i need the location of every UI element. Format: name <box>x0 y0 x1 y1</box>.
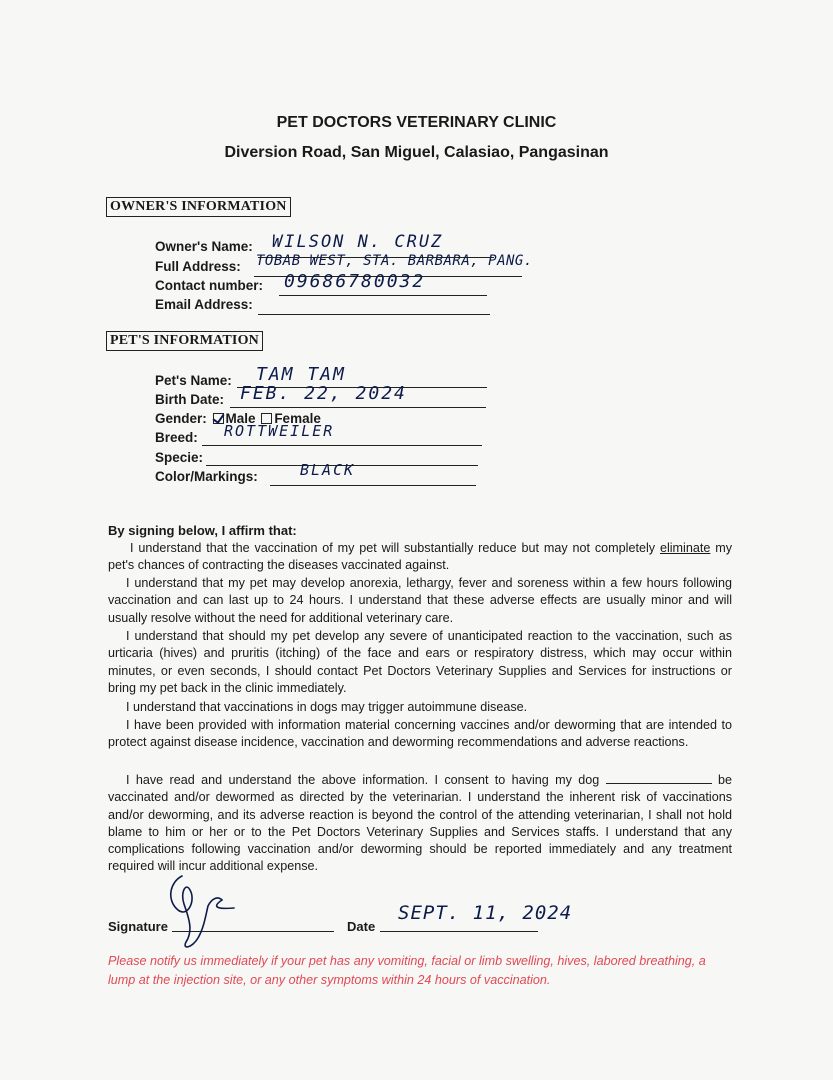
pet-specie-row <box>155 450 203 468</box>
affirmation-heading: By signing below, I affirm that: <box>108 523 297 538</box>
p1-underlined: eliminate <box>659 541 711 555</box>
owner-name-label: Owner's Name: <box>155 239 253 254</box>
pet-color-row <box>155 469 258 487</box>
pet-birth-row <box>155 392 224 410</box>
owner-section-title: OWNER'S INFORMATION <box>106 197 291 217</box>
pet-color-label: Color/Markings: <box>155 469 258 484</box>
pet-breed-row <box>155 430 198 448</box>
owner-contact-value: 09686780032 <box>284 271 426 292</box>
owner-address-value: TOBAB WEST, STA. BARBARA, PANG. <box>256 253 533 269</box>
clinic-name: PET DOCTORS VETERINARY CLINIC <box>276 114 557 131</box>
handwritten-signature-icon <box>160 870 240 956</box>
affirmation-paragraph-2: I understand that my pet may develop anorexia, lethargy, fever and soreness within a few hours following vaccination and can last up to 24 hours. I understand that these adverse effects are usually minor and will usually resolve without the need for additional veterinary care. <box>108 576 732 625</box>
signature-label: Signature <box>108 919 168 934</box>
pet-section-title: PET'S INFORMATION <box>106 331 263 351</box>
pet-birth-label: Birth Date: <box>155 392 225 407</box>
pet-name-value: TAM TAM <box>256 364 346 385</box>
pet-specie-label: Specie: <box>155 450 204 465</box>
dog-name-blank[interactable] <box>606 771 712 784</box>
owner-email-row <box>155 297 253 315</box>
pet-name-label: Pet's Name: <box>155 373 232 388</box>
p6-text-a: I have read and understand the above information. I consent to having my dog <box>126 773 600 787</box>
date-label: Date <box>347 919 376 934</box>
owner-contact-row <box>155 278 263 296</box>
post-vaccination-notice: Please notify us immediately if your pet has any vomiting, facial or limb swelling, hives, labored breathing, a lump at the injection site, or any other symptoms within 24 hours of vaccination. <box>108 954 706 987</box>
affirmation-paragraph-4: I understand that vaccinations in dogs may trigger autoimmune disease. <box>126 700 528 714</box>
owner-email-label: Email Address: <box>155 297 253 312</box>
gender-male-label: Male <box>225 411 256 426</box>
owner-name-value: WILSON N. CRUZ <box>272 232 444 252</box>
gender-female-label: Female <box>274 411 321 426</box>
p6-text-b: be vaccinated and/or dewormed as directed by the veterinarian. I understand the inherent risk of vaccinations and/or deworming, and its adverse reaction is beyond the control of the attending veterinarian, I shall not hold blame to him or her or to the Pet Doctors Veterinary Supplies and Services staffs. I understand that any complications following vaccination and/or deworming should be reported immediately and any treatment required will incur additional expense. <box>108 773 733 874</box>
affirmation-paragraph-5: I have been provided with information material concerning vaccines and/or deworming that are intended to protect against disease incidence, vaccination and deworming recommendations and adverse reactions. <box>108 718 732 750</box>
p1-text-a: I understand that the vaccination of my pet will substantially reduce but may not completely <box>130 541 656 555</box>
owner-name-row <box>155 239 253 257</box>
clinic-address: Diversion Road, San Miguel, Calasiao, Pangasinan <box>224 144 609 161</box>
owner-address-label: Full Address: <box>155 259 241 274</box>
pet-gender-label: Gender: <box>155 411 207 426</box>
affirmation-paragraph-3: I understand that should my pet develop any severe of unanticipated reaction to the vaccination, such as urticaria (hives) and pruritis (itching) of the face and ears or respiratory distress, which may occur within minutes, or even seconds, I should contact Pet Doctors Veterinary Supplies and Services for instructions or bring my pet back in the clinic immediately. <box>108 629 732 695</box>
pet-color-value: BLACK <box>300 461 356 479</box>
p1-text-b: my pet's chances of contracting the diseases vaccinated against. <box>108 541 733 573</box>
pet-breed-label: Breed: <box>155 430 198 445</box>
affirmation-paragraph-6 <box>108 771 732 876</box>
pet-birth-value: FEB. 22, 2024 <box>240 383 407 404</box>
affirmation-paragraph-1 <box>108 540 732 575</box>
owner-contact-label: Contact number: <box>155 278 263 293</box>
date-value: SEPT. 11, 2024 <box>398 902 573 924</box>
pet-name-row <box>155 373 232 391</box>
pet-breed-value: ROTTWEILER <box>224 422 335 440</box>
gender-male-checkbox[interactable] <box>213 413 224 424</box>
owner-email-field[interactable] <box>258 296 490 315</box>
owner-address-row <box>155 259 241 277</box>
